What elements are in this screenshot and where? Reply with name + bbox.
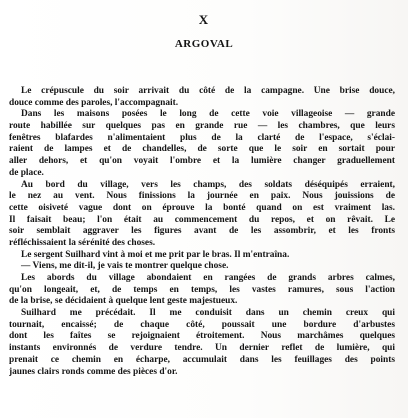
chapter-title: ARGOVAL [174, 38, 234, 50]
text-line: dont les faîtes se rejoignaient étroitement. Nous marchâmes quelques [9, 331, 395, 342]
text-line: Les abords du village abondaient en rangées de grands arbres calmes, [21, 273, 395, 283]
text-line: aller dehors, et qu'on voyait l'ombre et la lumière changer graduellement [9, 156, 395, 167]
text-line: — Viens, me dit-il, je vais te montrer quelque chose. [21, 261, 229, 272]
paragraph [9, 109, 395, 179]
chapter-body [9, 86, 395, 378]
text-line: de place. [9, 167, 44, 178]
paragraph [9, 86, 395, 109]
text-line: réfléchissaient la sérénité des choses. [9, 237, 156, 248]
text-line: prenait ce chemin en écharpe, accumulait dans les feuillages des points [9, 354, 395, 365]
text-line: Le crépuscule du soir arrivait du côté de la campagne. Une brise douce, [21, 86, 395, 96]
text-line: Il faisait beau; l'on était au commencement du repos, et on rêvait. Le [9, 214, 395, 225]
text-line: de la brise, se décidaient à quelque lent geste majestueux. [9, 296, 238, 307]
chapter-number: X [198, 12, 210, 27]
text-line: raient de lampes et de chandelles, de sorte que le soir en sortait pour [9, 144, 395, 155]
text-line: jaunes clairs ronds comme des pièces d'or. [9, 366, 178, 377]
text-line: Suilhard me précédait. Il me conduisit dans un chemin creux qui [21, 308, 395, 319]
text-line: instants environnés de verdure tendre. Un dernier reflet de lumière, qui [9, 343, 395, 354]
paragraph [9, 180, 395, 250]
text-line: le nez au vent. Nous finissions la journée en paix. Nous jouissions de [9, 191, 395, 202]
paragraph [9, 250, 395, 262]
text-line: soir semblait aggraver les figures avant de les assombrir, et les fronts [9, 226, 395, 237]
text-line: fenêtres blafardes n'alimentaient plus de la clarté de l'espace, s'éclai- [9, 132, 395, 143]
text-line: qu'on longeait, et, de temps en temps, les vastes ramures, sous l'action [9, 284, 395, 295]
text-line: tournait, encaissé; de chaque côté, poussait une bordure d'arbustes [9, 319, 395, 330]
paragraph [9, 308, 395, 378]
paragraph [9, 261, 395, 273]
text-line: route habillée sur quelques pas en grande rue — les chambres, que leurs [9, 121, 395, 132]
text-line: cette oisiveté vague dont on éprouve la bonté quand on est vraiment las. [9, 202, 395, 213]
paragraph [9, 273, 395, 308]
text-line: douce comme des paroles, l'accompagnait. [9, 97, 179, 108]
text-line: Au bord du village, vers les champs, des soldats déséquipés erraient, [21, 179, 395, 190]
text-line: Dans les maisons posées le long de cette voie villageoise — grande [21, 109, 395, 120]
text-line: Le sergent Suilhard vint à moi et me prit par le bras. Il m'entraîna. [21, 249, 290, 260]
